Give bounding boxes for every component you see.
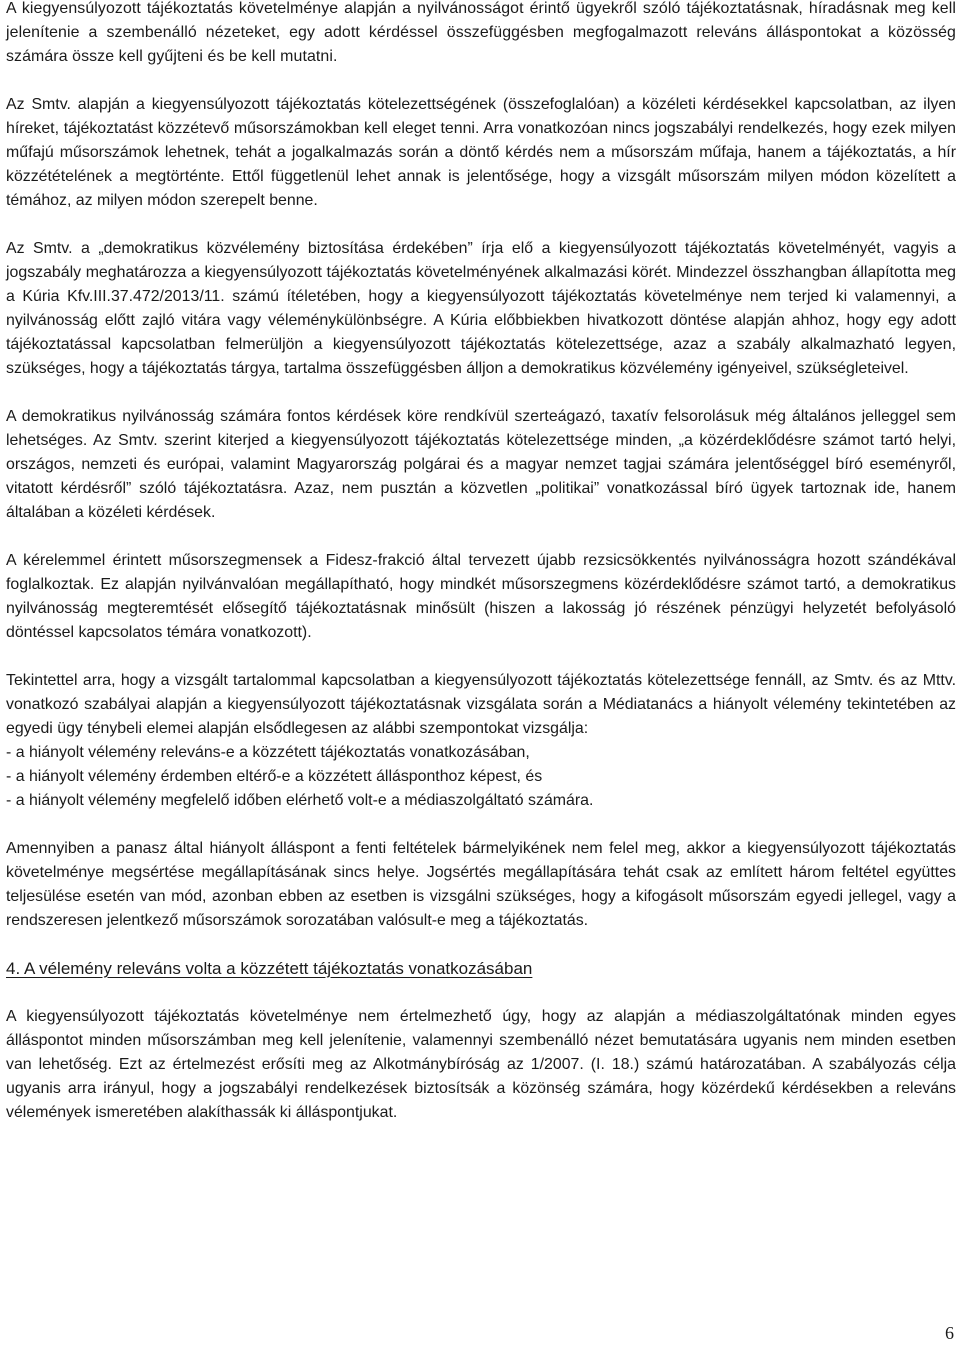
paragraph-democratic-opinion: Az Smtv. a „demokratikus közvélemény biztosítása érdekében” írja elő a kiegyensúlyozott tájékoztatás követelményét, vagyis a jogszabály meghatározza a kiegyensúlyozott tájékoztatás követelményének alkalmazási körét. Mindezzel összhangban állapította meg a Kúria Kfv.III.37.472/2013/11. számú ítéletében, hogy a kiegyensúlyozott tájékoztatás követelménye nem terjed ki valamennyi, a nyilvánosság előtt zajló vitára vagy véleménykülönbségre. A Kúria előbbiekben hivatkozott döntése alapján ahhoz, hogy egy adott tájékoztatással kapcsolatban felmerüljön a kiegyensúlyozott tájékoztatás kötelezettsége, azaz a szabály alkalmazható legyen, szükséges, hogy a tájékoztatás tárgya, tartalma összefüggésben álljon a demokratikus közvélemény igényeivel, szükségleteivel.: [6, 240, 956, 377]
page-number: 6: [945, 1323, 954, 1343]
paragraph-review-criteria-intro: Tekintettel arra, hogy a vizsgált tartalommal kapcsolatban a kiegyensúlyozott tájékoztatás kötelezettsége fennáll, az Smtv. és az Mttv. vonatkozó szabályai alapján a kiegyensúlyozott tájékoztatásnak vizsgálata során a Médiatanács a hiányolt vélemény tekintetében az egyedi ügy ténybeli elemei alapján elsődlegesen az alábbi szempontokat vizsgálja:: [6, 672, 956, 737]
paragraph-program-segments: A kérelemmel érintett műsorszegmensek a Fidesz-frakció által tervezett újabb rezsicsökkentés nyilvánosságra hozott szándékával foglalkoztak. Ez alapján nyilvánvalóan megállapítható, hogy mindkét műsorszegmens közérdeklődésre számot tartó, a demokratikus nyilvánosság megteremtését elősegítő tájékoztatásnak minősült (hiszen a lakosság jó részének pénzügyi helyzetét befolyásoló döntéssel kapcsolatos témára vonatkozott).: [6, 552, 956, 641]
paragraph-violation-conditions: Amennyiben a panasz által hiányolt álláspont a fenti feltételek bármelyikének nem felel meg, akkor a kiegyensúlyozott tájékoztatás követelménye megsértése megállapításának sincs helye. Jogsértés megállapítására tehát csak az említett három feltétel együttes teljesülése esetén van mód, azonban ebben az esetben is vizsgálni szükséges, hogy a kifogásolt műsorszám egyedi jellegel, vagy a rendszeresen jelentkező műsorszámok sorozatában valósult-e meg a tájékoztatás.: [6, 840, 956, 929]
list-item: - a hiányolt vélemény érdemben eltérő-e a közzétett állásponthoz képest, és: [6, 768, 543, 785]
document-page: [6, 0, 956, 1125]
criteria-list: [6, 741, 956, 813]
paragraph-interpretation: A kiegyensúlyozott tájékoztatás követelménye nem értelmezhető úgy, hogy az alapján a médiaszolgáltatónak minden egyes álláspontot minden műsorszámban meg kell jelenítenie, valamennyi szembenálló nézet bemutatására ugyanis nem minden esetben van lehetőség. Ezt az értelmezést erősíti meg az Alkotmánybíróság az 1/2007. (I. 18.) számú határozatában. A szabályozás célja ugyanis arra irányul, hogy a jogszabályi rendelkezések biztosítsák a közönség számára, hogy közérdekű kérdésekben a releváns vélemények ismeretében alakíthassák ki álláspontjukat.: [6, 1008, 956, 1121]
list-item: - a hiányolt vélemény releváns-e a közzétett tájékoztatás vonatkozásában,: [6, 744, 530, 761]
paragraph-public-interest-topics: A demokratikus nyilvánosság számára fontos kérdések köre rendkívül szerteágazó, taxatív felsorolásuk még általános jelleggel sem lehetséges. Az Smtv. szerint kiterjed a kiegyensúlyozott tájékoztatás kötelezettsége minden, „a közérdeklődésre számot tartó helyi, országos, nemzeti és európai, valamint Magyarország polgárai és a magyar nemzet tagjai számára jelentőséggel bíró eseményről, vitatott kérdésről” szóló tájékoztatásra. Azaz, nem pusztán a közvetlen „politikai” vonatkozással bíró ügyek tartoznak ide, hanem általában a közéleti kérdések.: [6, 408, 956, 521]
section-heading: 4. A vélemény releváns volta a közzétett tájékoztatás vonatkozásában: [6, 959, 533, 978]
paragraph-balanced-info-requirement: A kiegyensúlyozott tájékoztatás követelménye alapján a nyilvánosságot érintő ügyekről szóló tájékoztatásnak, híradásnak meg kell jelenítenie a szembenálló nézeteket, egy adott kérdéssel összefüggésben megfogalmazott releváns álláspontokat a közösség számára össze kell gyűjteni és be kell mutatni.: [6, 0, 956, 65]
paragraph-smtv-scope: Az Smtv. alapján a kiegyensúlyozott tájékoztatás kötelezettségének (összefoglalóan) a közéleti kérdésekkel kapcsolatban, az ilyen híreket, tájékoztatást közzétevő műsorszámokban kell eleget tenni. Arra vonatkozóan nincs jogszabályi rendelkezés, hogy ezek milyen műfajú műsorszámok lehetnek, tehát a jogalkalmazás során a döntő kérdés nem a műsorszám műfaja, hanem a tájékoztatás, a hír közzétételének a megtörténte. Ettől függetlenül lehet annak is jelentősége, hogy a vizsgált műsorszám milyen módon közelített a témához, az milyen módon szerepelt benne.: [6, 96, 956, 209]
list-item: - a hiányolt vélemény megfelelő időben elérhető volt-e a médiaszolgáltató számára.: [6, 792, 594, 809]
